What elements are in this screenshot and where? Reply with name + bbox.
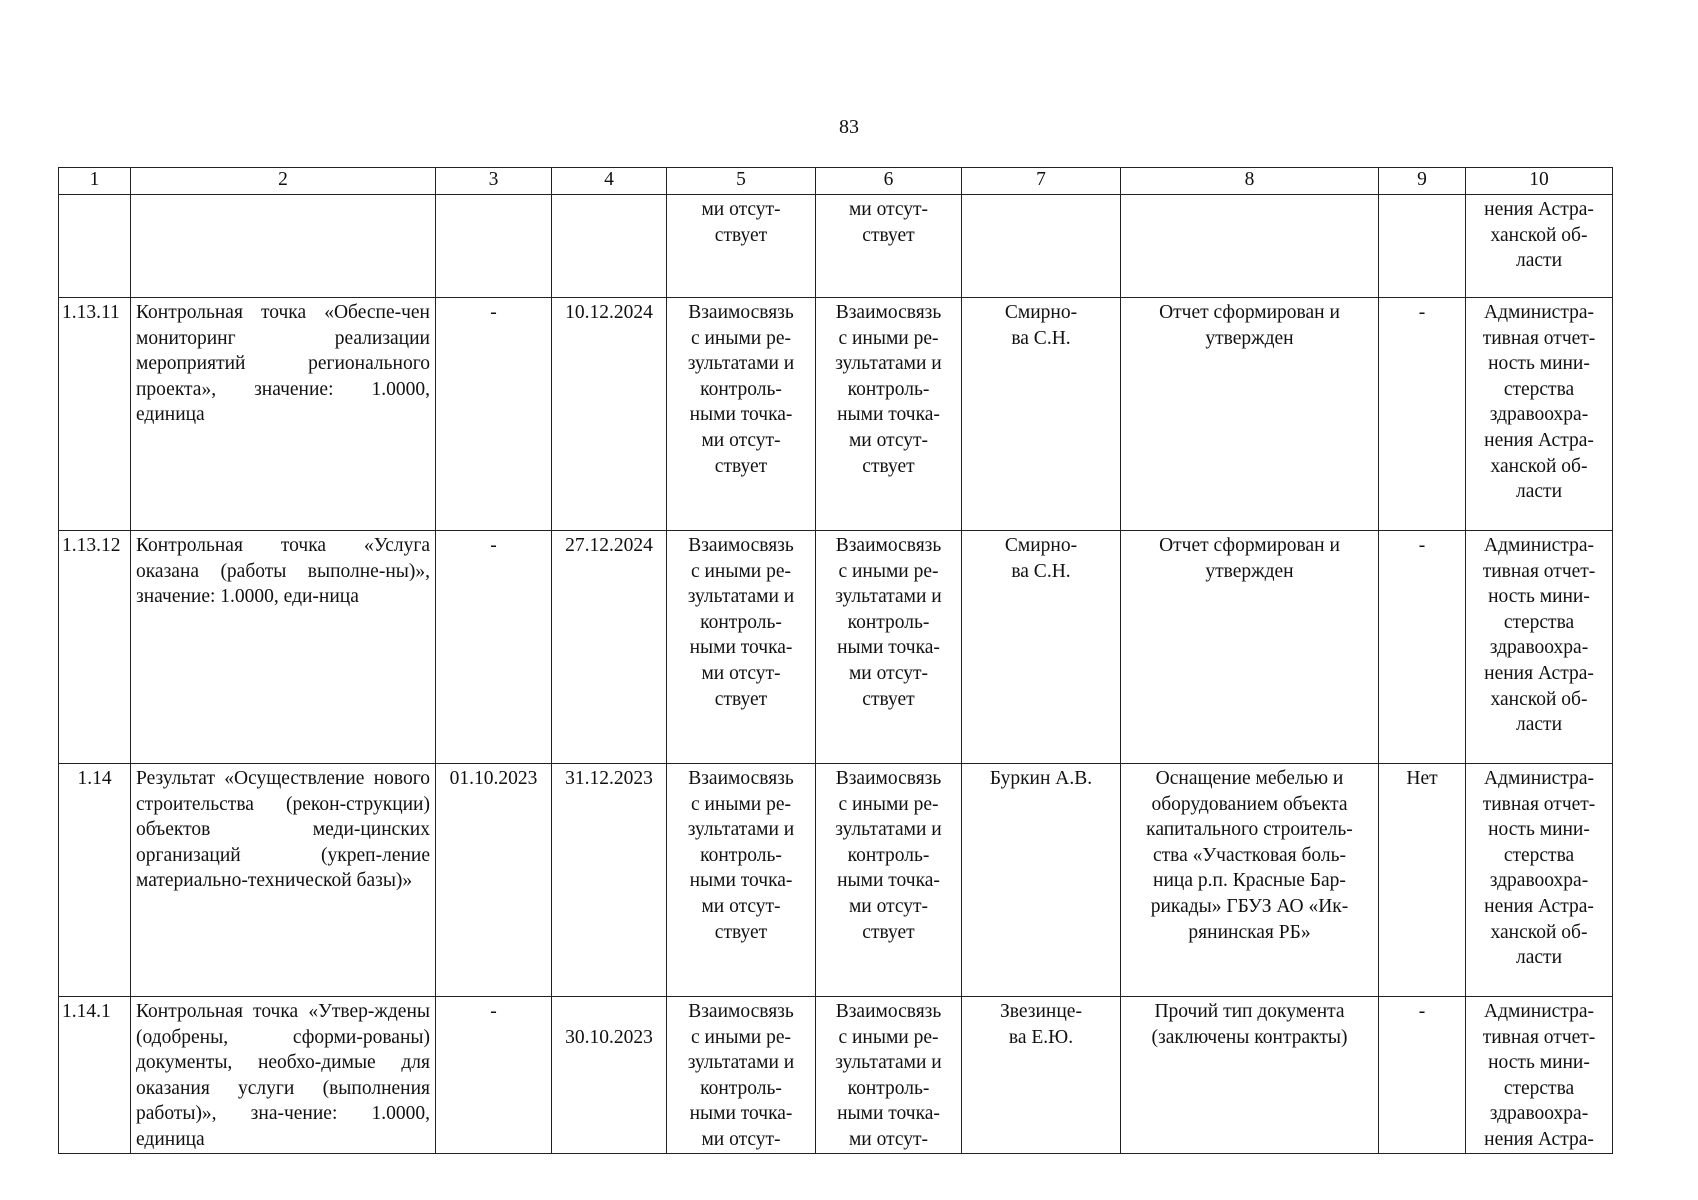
successors: Взаимосвязь с иными ре- зультатами и контроль- ными точка- ми отсут- ствует [816,531,962,764]
end-date: 30.10.2023 [552,997,667,1154]
predecessors: ми отсут- ствует [667,195,816,298]
table-row [59,531,1613,764]
reporting-source: Администра- тивная отчет- ность мини- стерства здравоохра- нения Астра- ханской об- ласти [1466,298,1613,531]
column-header: 6 [816,168,962,195]
column-header: 2 [131,168,436,195]
responsible-person: Смирно- ва С.Н. [962,298,1121,531]
item-description: Контрольная точка «Услуга оказана (работы выполне-ны)», значение: 1.0000, еди-ница [131,531,436,764]
information-system-flag: - [1379,298,1466,531]
row-number: 1.13.12 [59,531,131,764]
result-document [1121,195,1379,298]
successors: Взаимосвязь с иными ре- зультатами и контроль- ными точка- ми отсут- ствует [816,764,962,997]
result-document: Отчет сформирован и утвержден [1121,531,1379,764]
predecessors: Взаимосвязь с иными ре- зультатами и контроль- ными точка- ми отсут- ствует [667,298,816,531]
plan-table [58,167,1613,1154]
information-system-flag: - [1379,997,1466,1154]
reporting-source: Администра- тивная отчет- ность мини- стерства здравоохра- нения Астра- [1466,997,1613,1154]
reporting-source: Администра- тивная отчет- ность мини- стерства здравоохра- нения Астра- ханской об- ласти [1466,764,1613,997]
column-header: 10 [1466,168,1613,195]
row-number: 1.14.1 [59,997,131,1154]
table-row [59,997,1613,1154]
result-document: Отчет сформирован и утвержден [1121,298,1379,531]
predecessors: Взаимосвязь с иными ре- зультатами и контроль- ными точка- ми отсут- ствует [667,764,816,997]
page-number: 83 [839,116,859,138]
row-number: 1.13.11 [59,298,131,531]
successors: Взаимосвязь с иными ре- зультатами и контроль- ными точка- ми отсут- [816,997,962,1154]
information-system-flag: Нет [1379,764,1466,997]
end-date: 31.12.2023 [552,764,667,997]
responsible-person [962,195,1121,298]
column-header: 7 [962,168,1121,195]
information-system-flag: - [1379,531,1466,764]
predecessors: Взаимосвязь с иными ре- зультатами и контроль- ными точка- ми отсут- [667,997,816,1154]
start-date [436,195,552,298]
reporting-source: нения Астра- ханской об- ласти [1466,195,1613,298]
responsible-person: Смирно- ва С.Н. [962,531,1121,764]
end-date: 27.12.2024 [552,531,667,764]
start-date: 01.10.2023 [436,764,552,997]
column-header: 4 [552,168,667,195]
predecessors: Взаимосвязь с иными ре- зультатами и контроль- ными точка- ми отсут- ствует [667,531,816,764]
row-number [59,195,131,298]
item-description: Контрольная точка «Обеспе-чен мониторинг реализации мероприятий регионального проекта», значение: 1.0000, единица [131,298,436,531]
successors: Взаимосвязь с иными ре- зультатами и контроль- ными точка- ми отсут- ствует [816,298,962,531]
table-row [59,298,1613,531]
end-date: 10.12.2024 [552,298,667,531]
table-row [59,195,1613,298]
item-description: Контрольная точка «Утвер-ждены (одобрены, сформи-рованы) документы, необхо-димые для оказания услуги (выполнения работы)», зна-чение: 1.0000, единица [131,997,436,1154]
end-date [552,195,667,298]
responsible-person: Буркин А.В. [962,764,1121,997]
column-header: 1 [59,168,131,195]
column-header: 3 [436,168,552,195]
reporting-source: Администра- тивная отчет- ность мини- стерства здравоохра- нения Астра- ханской об- ласти [1466,531,1613,764]
column-header: 5 [667,168,816,195]
item-description: Результат «Осуществление нового строительства (рекон-струкции) объектов меди-цинских организаций (укреп-ление материально-технической базы)» [131,764,436,997]
start-date: - [436,531,552,764]
row-number: 1.14 [59,764,131,997]
start-date: - [436,298,552,531]
result-document: Оснащение мебелью и оборудованием объекта капитального строитель- ства «Участковая боль- ница р.п. Красные Бар- рикады» ГБУЗ АО «Ик- рянинская РБ» [1121,764,1379,997]
result-document: Прочий тип документа (заключены контракты) [1121,997,1379,1154]
start-date: - [436,997,552,1154]
information-system-flag [1379,195,1466,298]
table-header-row [59,168,1613,195]
column-header: 8 [1121,168,1379,195]
table-row [59,764,1613,997]
successors: ми отсут- ствует [816,195,962,298]
responsible-person: Звезинце- ва Е.Ю. [962,997,1121,1154]
item-description [131,195,436,298]
column-header: 9 [1379,168,1466,195]
